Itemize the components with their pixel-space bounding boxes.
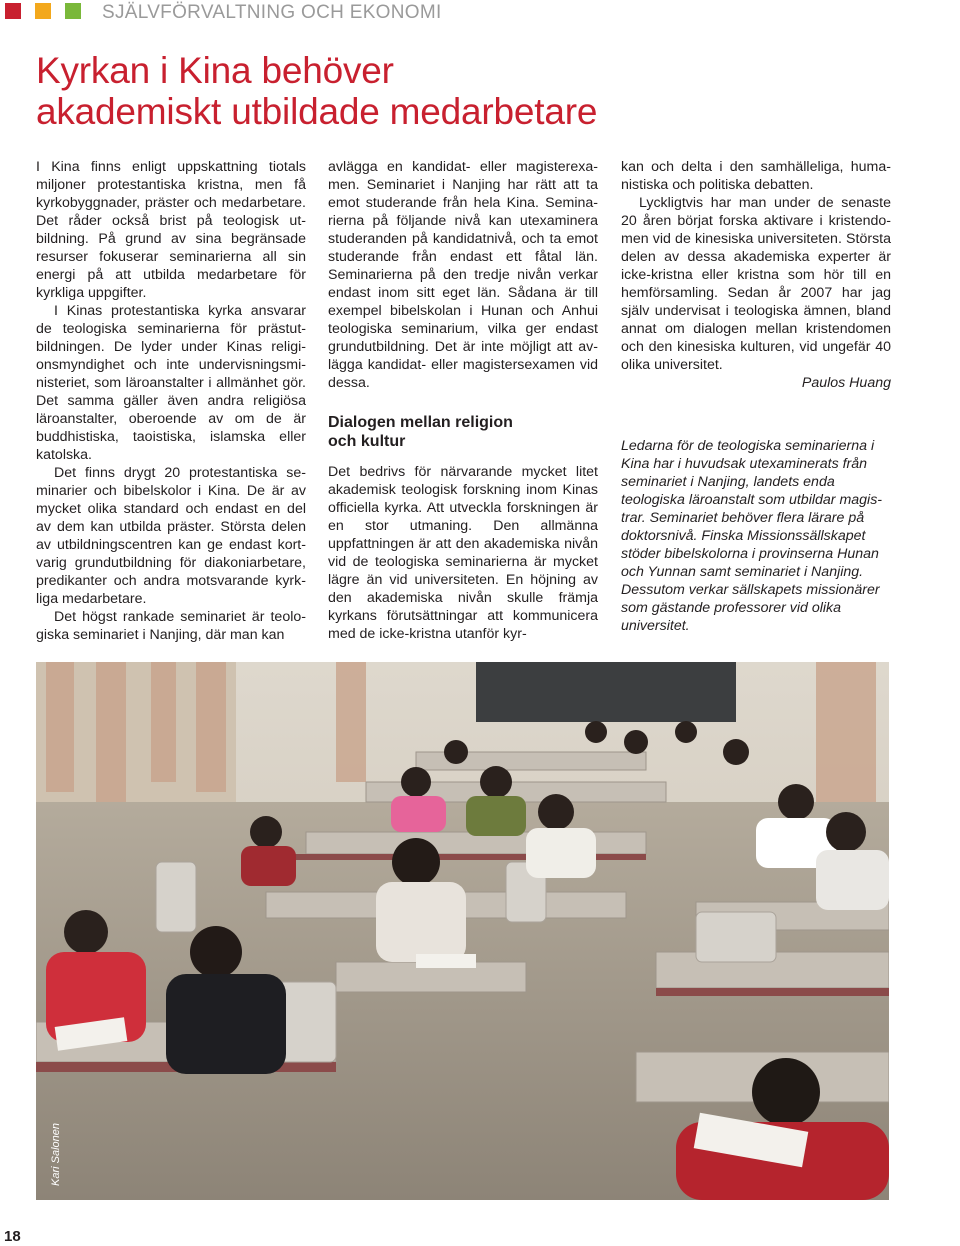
paragraph: Lyckligtvis har man under de senaste 20 åren börjat forska aktivare i kristendomen vid de kinesiska universiteten. Största delen av dessa akademiska experter är icke-kristna eller kristna som hör till en hemförsamling. Sedan år 2007 har jag själv undervisat i teologiska ämnen, bland annat om dialogen mellan kristendomen och den kinesiska kulturen, vid ungefär 40 olika universitet. xyxy=(621,195,891,373)
subheading xyxy=(328,413,598,451)
orange-square-marker xyxy=(35,3,51,19)
section-header: SJÄLVFÖRVALTNING OCH EKONOMI xyxy=(102,2,442,23)
red-square-marker xyxy=(5,3,21,19)
paragraph: Det finns drygt 20 protestantiska seminarier och bibelskolor i Kina. De är av mycket olika standard och endast en del av dem kan utbilda präster. Största delen av utbildningscentren kan ge endast kortvarig grundutbildning för diakoniarbetare, predikanter och andra motsvarande kyrkliga medarbetare. xyxy=(36,465,306,607)
author-signature: Paulos Huang xyxy=(801,375,891,391)
classroom-photo xyxy=(36,662,889,1200)
text-column-2 xyxy=(328,158,598,643)
photo-caption: Ledarna för de teologiska seminarierna i Kina har i huvudsak utexaminerats från seminariet i Nanjing, landets enda teologiska läroanstalt som utbildar magistrar. Seminariet behöver flera lärare på doktorsnivå. Finska Missionssällskapet stöder bibelskolorna i provinserna Hunan och Yunnan samt seminariet i Nanjing. Dessutom verkar sällskapets missionärer som gästande professorer vid olika universitet. xyxy=(621,438,883,634)
article-title xyxy=(36,50,597,132)
subheading-line-1: Dialogen mellan religion xyxy=(328,414,513,431)
title-line-1: Kyrkan i Kina behöver xyxy=(36,50,394,91)
page-number: 18 xyxy=(4,1228,21,1245)
photo-credit: Kari Salonen xyxy=(50,1123,62,1186)
paragraph: avlägga en kandidat- eller magisterexamen. Seminariet i Nanjing har rätt att ta emot studerande från hela Kina. Seminarierna på följande nivå kan utexaminera studeranden på kandidatnivå, och ta emot studerande från endast ett fåtal län. Seminarierna på den tredje nivån verkar endast inom sitt eget län. Sådana är till exempel bibelskolan i Hunan och Anhui teologiska seminarium, vilka ger endast grundutbildning. Det är inte möjligt att avlägga kandidat- eller magistersexamen vid dessa. xyxy=(328,159,598,391)
green-square-marker xyxy=(65,3,81,19)
text-column-3 xyxy=(621,158,891,635)
title-line-2: akademiskt utbildade medarbetare xyxy=(36,91,598,132)
paragraph: I Kina finns enligt uppskattning tiotals miljoner protestantiska kristna, men få kyrkobyggnader, präster och medarbetare. Det råder också brist på teologisk utbildning. På grund av sina begränsade resurser fokuserar seminarierna all sin energi på att utbilda medarbetare för kyrkliga uppgifter. xyxy=(36,159,306,301)
paragraph: I Kinas protestantiska kyrka ansvarar de teologiska seminarierna för prästutbildningen. De lyder under Kinas religionsmyndighet och inte undervisningsministeriet, som läroanstalter i allmänhet gör. Det samma gäller även andra religiösa läroanstalter, oberoende av om de är buddhistiska, taoistiska, islamska eller katolska. xyxy=(36,303,306,463)
subheading-line-2: och kultur xyxy=(328,433,406,450)
text-column-1 xyxy=(36,158,306,644)
paragraph: kan och delta i den samhälleliga, humanistiska och politiska debatten. xyxy=(621,159,891,193)
paragraph: Det bedrivs för närvarande mycket litet akademisk teologisk forskning inom Kinas officiella kyrka. Att utveckla forskningen är en stor utmaning. Den allmänna uppfattningen är att den akademiska nivån vid de teologiska seminarierna är mycket lägre än vid universiteten. En höjning av den akademiska nivån skulle främja kyrkans förutsättningar att kommunicera med de icke-kristna utanför kyr- xyxy=(328,464,598,642)
paragraph: Det högst rankade seminariet är teologiska seminariet i Nanjing, där man kan xyxy=(36,609,306,643)
classroom-illustration xyxy=(36,662,889,1200)
